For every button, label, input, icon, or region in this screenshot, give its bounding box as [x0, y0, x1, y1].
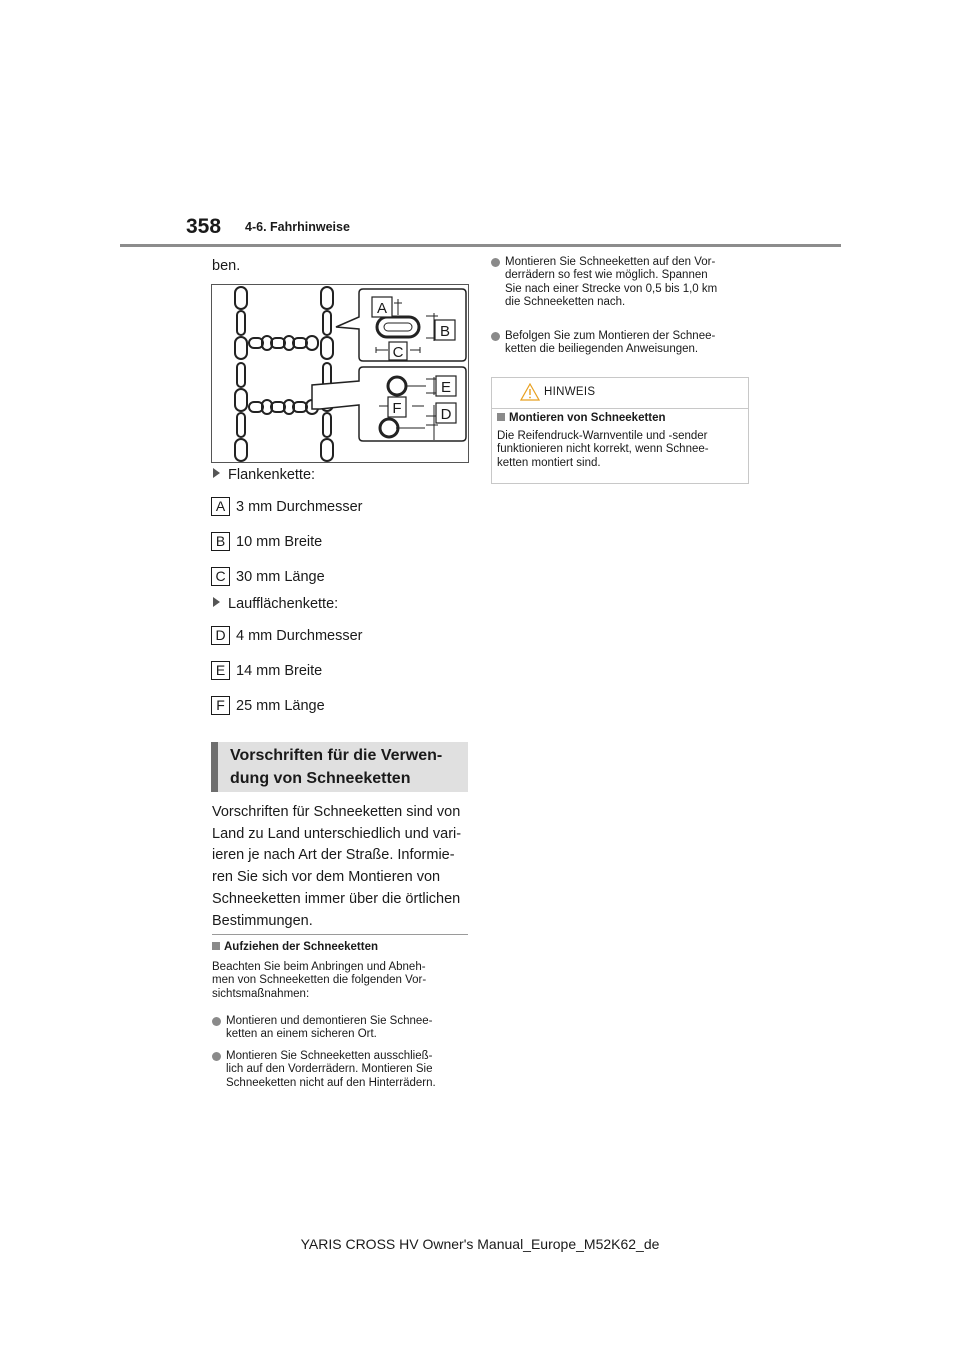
notice-label: HINWEIS	[544, 386, 596, 398]
notice-header	[492, 378, 748, 409]
spec-item-e: E 14 mm Breite	[211, 661, 322, 680]
callout-d: D	[440, 406, 452, 423]
callout-c: C	[392, 344, 404, 361]
spec-item-a: A 3 mm Durchmesser	[211, 497, 363, 516]
spec-item-c: C 30 mm Länge	[211, 567, 325, 586]
continued-text: ben.	[212, 258, 241, 274]
notice-title: Montieren von Schneeketten	[497, 412, 666, 424]
page-footer: YARIS CROSS HV Owner's Manual_Europe_M52K62_de	[300, 1236, 660, 1252]
spec-item-b: B 10 mm Breite	[211, 532, 322, 551]
snow-chain-illustration	[211, 284, 469, 463]
square-bullet-icon	[497, 413, 505, 421]
letter-badge: F	[211, 696, 230, 715]
list-item: Montieren und demontieren Sie Schnee- ketten an einem sicheren Ort.	[212, 1015, 472, 1042]
bullet-dot-icon	[212, 1052, 221, 1061]
list-item: Montieren Sie Schneeketten auf den Vor- derrädern so fest wie möglich. Spannen Sie nach einer Strecke von 0,5 bis 1,0 km die Schneeketten nach.	[491, 256, 756, 309]
list-item: Befolgen Sie zum Montieren der Schnee- ketten die beiliegenden Anweisungen.	[491, 330, 756, 357]
callout-e: E	[440, 379, 452, 396]
list-item: Montieren Sie Schneeketten ausschließ- lich auf den Vorderrädern. Montieren Sie Schneeketten nicht auf den Hinterrädern.	[212, 1050, 472, 1090]
side-chain-heading: Flankenkette:	[213, 467, 315, 483]
callout-b: B	[439, 323, 451, 340]
letter-badge: E	[211, 661, 230, 680]
section-title: 4-6. Fahrhinweise	[245, 220, 350, 234]
header-rule	[120, 244, 841, 247]
letter-badge: D	[211, 626, 230, 645]
triangle-bullet-icon	[213, 597, 220, 607]
callout-a: A	[376, 300, 388, 317]
bullet-dot-icon	[491, 258, 500, 267]
page-number: 358	[186, 215, 222, 238]
letter-badge: C	[211, 567, 230, 586]
bullet-dot-icon	[491, 332, 500, 341]
square-bullet-icon	[212, 942, 220, 950]
spec-item-f: F 25 mm Länge	[211, 696, 325, 715]
letter-badge: B	[211, 532, 230, 551]
bullet-dot-icon	[212, 1017, 221, 1026]
regulations-paragraph: Vorschriften für Schneeketten sind von Land zu Land unterschiedlich und vari- ieren je nach Art der Straße. Informie- ren Sie sich vor dem Montieren von Schneeketten immer über die örtlichen Bestimmungen.	[212, 804, 462, 929]
section-heading: Vorschriften für die Verwen- dung von Schneeketten	[211, 742, 468, 792]
subsection-rule	[212, 934, 468, 935]
callout-f: F	[392, 400, 402, 417]
warning-icon	[520, 383, 540, 401]
triangle-bullet-icon	[213, 468, 220, 478]
letter-badge: A	[211, 497, 230, 516]
tread-chain-heading: Laufflächenkette:	[213, 596, 338, 612]
subsection-intro: Beachten Sie beim Anbringen und Abneh- men von Schneeketten die folgenden Vor- sichtsmaßnahmen:	[212, 961, 427, 1000]
notice-box	[491, 377, 749, 484]
subsection-title: Aufziehen der Schneeketten	[212, 941, 378, 953]
spec-item-d: D 4 mm Durchmesser	[211, 626, 363, 645]
notice-body: Die Reifendruck-Warnventile und -sender funktionieren nicht korrekt, wenn Schnee- ketten montiert sind.	[497, 430, 709, 469]
